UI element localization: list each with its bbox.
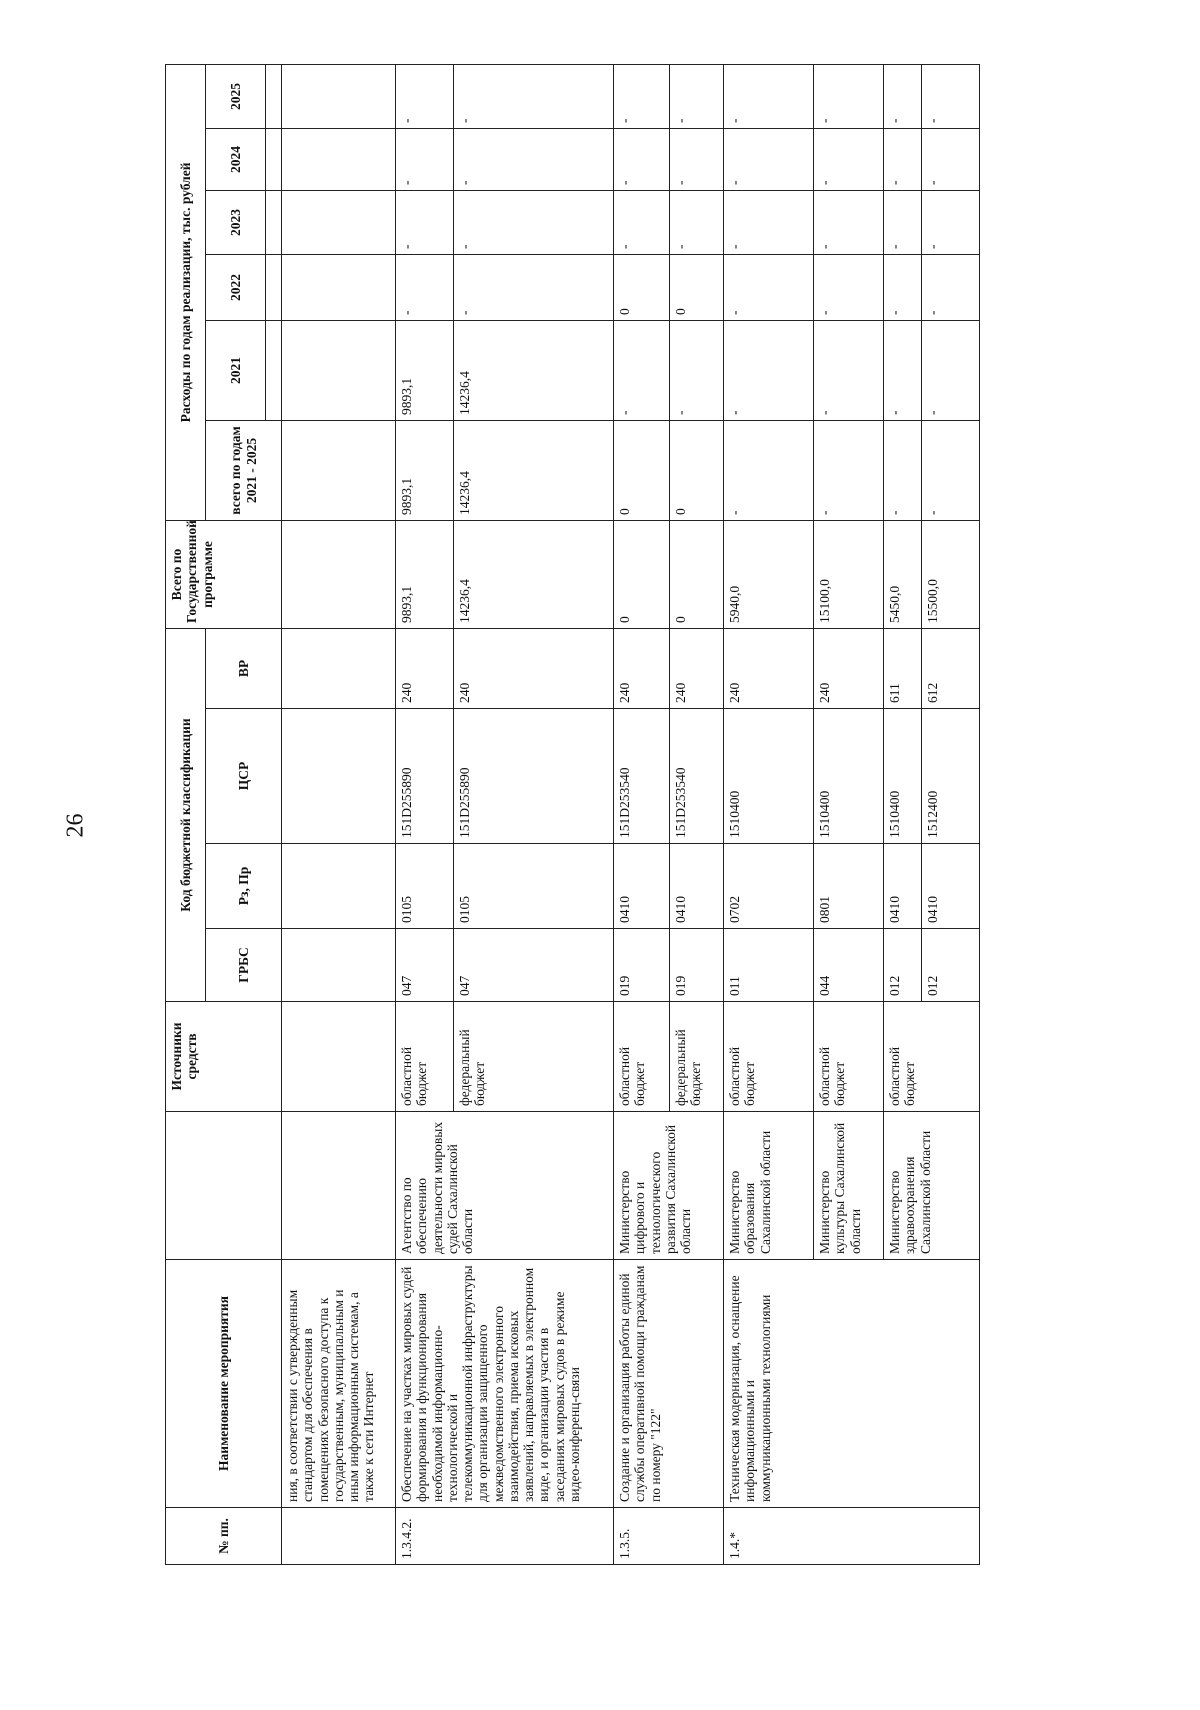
cell-2023: - <box>724 191 814 255</box>
cell-total: 9893,1 <box>396 521 454 629</box>
header-executor <box>166 1112 282 1260</box>
cell-years-total: 14236,4 <box>454 421 614 521</box>
header-expenses-by-year: Расходы по годам реализации, тыс. рублей <box>166 64 206 520</box>
cell-total: 5940,0 <box>724 521 814 629</box>
cell-executor: Министерство здравоохранения Сахалинской области <box>884 1112 980 1260</box>
cell-2024: - <box>724 129 814 191</box>
header-grbs: ГРБС <box>206 929 282 1002</box>
cell-source: областной бюджет <box>614 1002 670 1112</box>
cell-grbs: 012 <box>884 929 922 1002</box>
cell-2024: - <box>814 129 884 191</box>
cell-rzpr: 0105 <box>454 844 614 929</box>
header-budget-code: Код бюджетной классификации <box>166 629 206 1002</box>
header-csr: ЦСР <box>206 709 282 844</box>
cell-total: 15100,0 <box>814 521 884 629</box>
cell-2024: - <box>396 129 454 191</box>
cell-csr: 1510400 <box>814 709 884 844</box>
cell-grbs: 012 <box>922 929 980 1002</box>
cell-csr: 1510400 <box>884 709 922 844</box>
cell-years-total: - <box>724 421 814 521</box>
cell-2024: - <box>614 129 670 191</box>
table-row <box>724 64 814 1564</box>
cell-2024: - <box>884 129 922 191</box>
cell-2022: - <box>724 255 814 321</box>
header-rzpr: Рз, Пр <box>206 844 282 929</box>
cell-vr: 611 <box>884 629 922 709</box>
cell-2025: - <box>614 64 670 128</box>
cell-rzpr: 0410 <box>922 844 980 929</box>
header-name: Наименование мероприятия <box>166 1260 282 1508</box>
cell-grbs: 019 <box>670 929 724 1002</box>
cell-2022: - <box>396 255 454 321</box>
cell-csr: 151D255890 <box>396 709 454 844</box>
cell-vr: 612 <box>922 629 980 709</box>
cell-executor: Агентство по обеспечению деятельности мировых судей Сахалинской области <box>396 1112 614 1260</box>
cell-2025: - <box>724 64 814 128</box>
cell-num: 1.3.4.2. <box>396 1508 614 1565</box>
cell-executor: Министерство цифрового и технологического развития Сахалинской области <box>614 1112 724 1260</box>
cell-vr: 240 <box>396 629 454 709</box>
cell-source: областной бюджет <box>396 1002 454 1112</box>
cell-2022: 0 <box>614 255 670 321</box>
page-number: 26 <box>62 813 89 838</box>
cell-2021: - <box>814 321 884 421</box>
cell-rzpr: 0702 <box>724 844 814 929</box>
cell-2025: - <box>454 64 614 128</box>
cell-grbs: 047 <box>396 929 454 1002</box>
cell-vr: 240 <box>614 629 670 709</box>
cell-total: 14236,4 <box>454 521 614 629</box>
cell-grbs: 019 <box>614 929 670 1002</box>
cell-2021: 14236,4 <box>454 321 614 421</box>
cell-years-total: 9893,1 <box>396 421 454 521</box>
cell-source: федеральный бюджет <box>670 1002 724 1112</box>
cell-2023: - <box>884 191 922 255</box>
cell-2025: - <box>814 64 884 128</box>
cell-years-total: 0 <box>670 421 724 521</box>
header-2021: 2021 <box>206 321 266 421</box>
header-vr: ВР <box>206 629 282 709</box>
cell-num <box>282 1508 396 1565</box>
cell-rzpr: 0410 <box>670 844 724 929</box>
cell-executor: Министерство культуры Сахалинской области <box>814 1112 884 1260</box>
cell-grbs: 047 <box>454 929 614 1002</box>
cell-2023: - <box>396 191 454 255</box>
cell-source: областной бюджет <box>814 1002 884 1112</box>
cell-2023: - <box>454 191 614 255</box>
cell-csr: 1512400 <box>922 709 980 844</box>
cell-2021: - <box>884 321 922 421</box>
header-source: Источники средств <box>166 1002 282 1112</box>
cell-2021: 9893,1 <box>396 321 454 421</box>
cell-years-total: 0 <box>614 421 670 521</box>
header-2023: 2023 <box>206 191 266 255</box>
cell-2022: - <box>814 255 884 321</box>
cell-2021: - <box>614 321 670 421</box>
cell-name: Обеспечение на участках мировых судей формирования и функционирования необходимой информационно-технологической и телекоммуникационной инфраструктуры для организации защищенного межведомственного электронного взаимодействия, приема исковых заявлений, направляемых в электронном виде, и организации участия в заседаниях мировых судов в режиме видео-конференц-связи <box>396 1260 614 1508</box>
cell-2025: - <box>396 64 454 128</box>
cell-2021: - <box>724 321 814 421</box>
cell-name: Техническая модернизация, оснащение информационными и коммуникационными технологиями <box>724 1260 980 1508</box>
cell-2025: - <box>922 64 980 128</box>
cell-rzpr: 0410 <box>614 844 670 929</box>
cell-name: Создание и организация работы единой службы оперативной помощи гражданам по номеру "122" <box>614 1260 724 1508</box>
cell-2022: 0 <box>670 255 724 321</box>
cell-2025: - <box>670 64 724 128</box>
cell-source: федеральный бюджет <box>454 1002 614 1112</box>
cell-total: 0 <box>614 521 670 629</box>
cell-total: 0 <box>670 521 724 629</box>
cell-vr: 240 <box>670 629 724 709</box>
cell-executor: Министерство образования Сахалинской области <box>724 1112 814 1260</box>
cell-vr: 240 <box>724 629 814 709</box>
cell-source: областной бюджет <box>884 1002 980 1112</box>
cell-rzpr: 0105 <box>396 844 454 929</box>
cell-2022: - <box>454 255 614 321</box>
cell-2024: - <box>922 129 980 191</box>
cell-2022: - <box>922 255 980 321</box>
table-row <box>282 64 396 1564</box>
cell-vr: 240 <box>454 629 614 709</box>
cell-2021: - <box>922 321 980 421</box>
header-total-years: всего по годам 2021 - 2025 <box>206 421 282 521</box>
cell-years-total: - <box>884 421 922 521</box>
cell-2023: - <box>614 191 670 255</box>
cell-num: 1.4.* <box>724 1508 980 1565</box>
cell-csr: 151D253540 <box>614 709 670 844</box>
table-row <box>614 64 670 1564</box>
cell-vr: 240 <box>814 629 884 709</box>
cell-2021: - <box>670 321 724 421</box>
header-num: № пп. <box>166 1508 282 1565</box>
rotated-table-container <box>165 65 1170 1565</box>
cell-years-total: - <box>922 421 980 521</box>
cell-2023: - <box>814 191 884 255</box>
cell-2022: - <box>884 255 922 321</box>
cell-2023: - <box>922 191 980 255</box>
header-2025: 2025 <box>206 64 266 128</box>
header-2022: 2022 <box>206 255 266 321</box>
cell-2024: - <box>670 129 724 191</box>
cell-csr: 1510400 <box>724 709 814 844</box>
table-row <box>396 64 454 1564</box>
cell-total: 5450,0 <box>884 521 922 629</box>
header-2024: 2024 <box>206 129 266 191</box>
budget-table <box>165 64 980 1565</box>
cell-grbs: 044 <box>814 929 884 1002</box>
cell-2023: - <box>670 191 724 255</box>
cell-grbs: 011 <box>724 929 814 1002</box>
cell-years-total: - <box>814 421 884 521</box>
cell-rzpr: 0410 <box>884 844 922 929</box>
cell-2024: - <box>454 129 614 191</box>
cell-source: областной бюджет <box>724 1002 814 1112</box>
cell-2025: - <box>884 64 922 128</box>
cell-rzpr: 0801 <box>814 844 884 929</box>
cell-name: ния, в соответствии с утвержденным стандартом для обеспечения в помещениях безопасного доступа к государственным, муниципальным и иным информационным системам, а также к сети Интернет <box>282 1260 396 1508</box>
cell-num: 1.3.5. <box>614 1508 724 1565</box>
cell-csr: 151D255890 <box>454 709 614 844</box>
cell-total: 15500,0 <box>922 521 980 629</box>
cell-csr: 151D253540 <box>670 709 724 844</box>
header-total-program: Всего по Государственной программе <box>166 521 282 629</box>
